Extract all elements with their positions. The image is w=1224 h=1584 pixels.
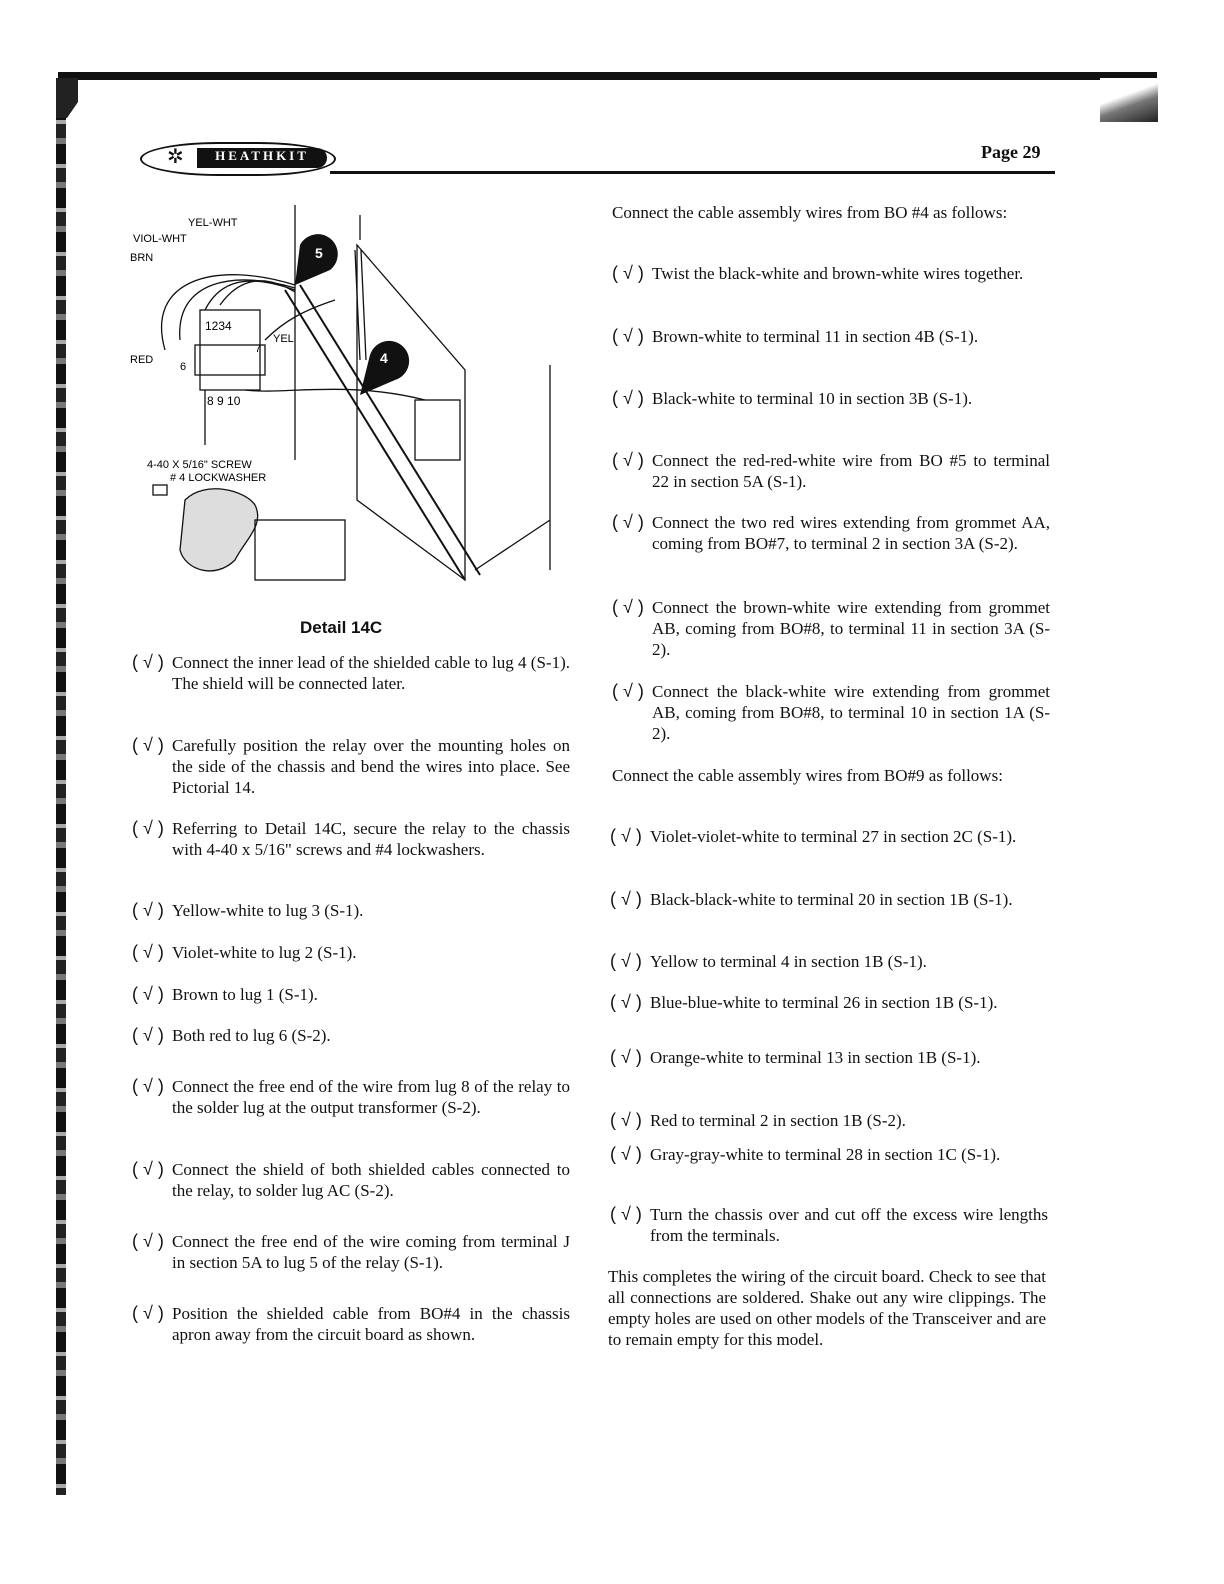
check-box[interactable]: ( √ ) (612, 450, 644, 470)
step-item (612, 512, 1050, 554)
step-text: Connect the black-white wire extending from grommet AB, coming from BO#8, to terminal 10 in section 1A (S-2). (652, 682, 1050, 743)
callout-5: 5 (315, 245, 323, 261)
step-item (612, 388, 1050, 409)
callout-4: 4 (380, 350, 388, 366)
step-item (612, 326, 1050, 347)
step-item (132, 1231, 570, 1273)
step-text: Blue-blue-white to terminal 26 in section 1B (S-1). (650, 993, 998, 1012)
check-box[interactable]: ( √ ) (132, 984, 164, 1004)
step-text: Connect the red-red-white wire from BO #5 to terminal 22 in section 5A (S-1). (652, 451, 1050, 491)
check-box[interactable]: ( √ ) (132, 1303, 164, 1323)
step-item (610, 826, 1048, 847)
step-text: Connect the inner lead of the shielded cable to lug 4 (S-1). The shield will be connected later. (172, 653, 570, 693)
step-text: Connect the free end of the wire coming from terminal J in section 5A to lug 5 of the relay (S-1). (172, 1232, 570, 1272)
step-item (132, 984, 570, 1005)
step-text: Violet-violet-white to terminal 27 in section 2C (S-1). (650, 827, 1017, 846)
check-box[interactable]: ( √ ) (132, 1159, 164, 1179)
step-item (132, 818, 570, 860)
step-item (132, 1159, 570, 1201)
step-text: Carefully position the relay over the mounting holes on the side of the chassis and bend the wires into place. See Pictorial 14. (172, 736, 570, 797)
step-item (132, 900, 570, 921)
step-text: Connect the shield of both shielded cables connected to the relay, to solder lug AC (S-2). (172, 1160, 570, 1200)
step-item (132, 652, 570, 694)
step-item (610, 1047, 1048, 1068)
step-text: Connect the free end of the wire from lug 8 of the relay to the solder lug at the output transformer (S-2). (172, 1077, 570, 1117)
step-text: Violet-white to lug 2 (S-1). (172, 943, 357, 962)
check-box[interactable]: ( √ ) (132, 1231, 164, 1251)
check-box[interactable]: ( √ ) (612, 512, 644, 532)
check-box[interactable]: ( √ ) (132, 1025, 164, 1045)
step-item (612, 681, 1050, 744)
step-item (610, 951, 1048, 972)
step-item (610, 889, 1048, 910)
label-lugs: 1234 (205, 319, 232, 333)
scan-top-border (58, 72, 1157, 80)
step-item (610, 1110, 1048, 1131)
step-text: Connect the two red wires extending from grommet AA, coming from BO#7, to terminal 2 in section 3A (S-2). (652, 513, 1050, 553)
closing-paragraph: This completes the wiring of the circuit board. Check to see that all connections are soldered. Shake out any wire clippings. The empty holes are used on other models of the Transceiver and are to remain empty for this model. (608, 1267, 1046, 1349)
check-box[interactable]: ( √ ) (132, 735, 164, 755)
step-item (132, 942, 570, 963)
step-item (610, 1144, 1048, 1165)
step-text: Orange-white to terminal 13 in section 1B (S-1). (650, 1048, 981, 1067)
step-text: Gray-gray-white to terminal 28 in section 1C (S-1). (650, 1145, 1001, 1164)
check-box[interactable]: ( √ ) (132, 1076, 164, 1096)
check-box[interactable]: ( √ ) (132, 652, 164, 672)
check-box[interactable]: ( √ ) (610, 951, 642, 971)
step-text: Yellow to terminal 4 in section 1B (S-1). (650, 952, 927, 971)
step-text: Black-black-white to terminal 20 in section 1B (S-1). (650, 890, 1013, 909)
check-box[interactable]: ( √ ) (612, 597, 644, 617)
step-text: Yellow-white to lug 3 (S-1). (172, 901, 364, 920)
check-box[interactable]: ( √ ) (612, 263, 644, 283)
step-item (610, 1204, 1048, 1246)
header-rule (330, 171, 1055, 174)
step-text: Twist the black-white and brown-white wires together. (652, 264, 1024, 283)
check-box[interactable]: ( √ ) (612, 326, 644, 346)
figure-caption: Detail 14C (300, 618, 383, 637)
step-text: Red to terminal 2 in section 1B (S-2). (650, 1111, 906, 1130)
check-box[interactable]: ( √ ) (612, 681, 644, 701)
step-item (612, 450, 1050, 492)
check-box[interactable]: ( √ ) (132, 900, 164, 920)
label-red: RED (130, 354, 154, 366)
label-lockwasher: # 4 LOCKWASHER (170, 472, 267, 484)
label-brn: BRN (130, 252, 154, 264)
label-viol-wht: VIOL-WHT (133, 233, 187, 245)
step-item (610, 992, 1048, 1013)
step-item (132, 1025, 570, 1046)
check-box[interactable]: ( √ ) (132, 942, 164, 962)
check-box[interactable]: ( √ ) (610, 1144, 642, 1164)
atom-icon: ✲ (167, 146, 184, 168)
check-box[interactable]: ( √ ) (610, 1204, 642, 1224)
check-box[interactable]: ( √ ) (610, 826, 642, 846)
detail-14c-diagram (125, 200, 555, 620)
step-text: Turn the chassis over and cut off the excess wire lengths from the terminals. (650, 1205, 1048, 1245)
logo-text: HEATHKIT (197, 148, 327, 168)
label-lug-6: 6 (180, 361, 187, 373)
scan-left-edge (56, 80, 66, 1495)
label-screw: 4-40 X 5/16" SCREW (147, 459, 252, 471)
step-text: Referring to Detail 14C, secure the relay to the chassis with 4-40 x 5/16" screws and #4 lockwashers. (172, 819, 570, 859)
step-text: Brown to lug 1 (S-1). (172, 985, 318, 1004)
heathkit-logo (140, 142, 336, 176)
step-text: Connect the brown-white wire extending from grommet AB, coming from BO#8, to terminal 11 in section 3A (S-2). (652, 598, 1050, 659)
step-text: Black-white to terminal 10 in section 3B (S-1). (652, 389, 973, 408)
step-item (612, 597, 1050, 660)
step-text: Position the shielded cable from BO#4 in the chassis apron away from the circuit board as shown. (172, 1304, 570, 1344)
step-item (132, 735, 570, 798)
label-lugs-bottom: 8 9 10 (207, 394, 241, 408)
check-box[interactable]: ( √ ) (610, 992, 642, 1012)
scan-corner-mark (56, 78, 78, 118)
label-lug-7: 7 (255, 343, 262, 355)
check-box[interactable]: ( √ ) (610, 889, 642, 909)
check-box[interactable]: ( √ ) (132, 818, 164, 838)
page-number: Page 29 (981, 142, 1041, 162)
label-yel: YEL (273, 333, 294, 345)
step-item (132, 1303, 570, 1345)
page-curl (1100, 78, 1158, 122)
intro-bo9: Connect the cable assembly wires from BO#9 as follows: (612, 766, 1003, 785)
step-item (612, 263, 1050, 284)
check-box[interactable]: ( √ ) (612, 388, 644, 408)
check-box[interactable]: ( √ ) (610, 1047, 642, 1067)
step-item (132, 1076, 570, 1118)
step-text: Brown-white to terminal 11 in section 4B (S-1). (652, 327, 979, 346)
label-yel-wht: YEL-WHT (188, 217, 238, 229)
check-box[interactable]: ( √ ) (610, 1110, 642, 1130)
intro-bo4: Connect the cable assembly wires from BO #4 as follows: (612, 203, 1008, 222)
step-text: Both red to lug 6 (S-2). (172, 1026, 331, 1045)
